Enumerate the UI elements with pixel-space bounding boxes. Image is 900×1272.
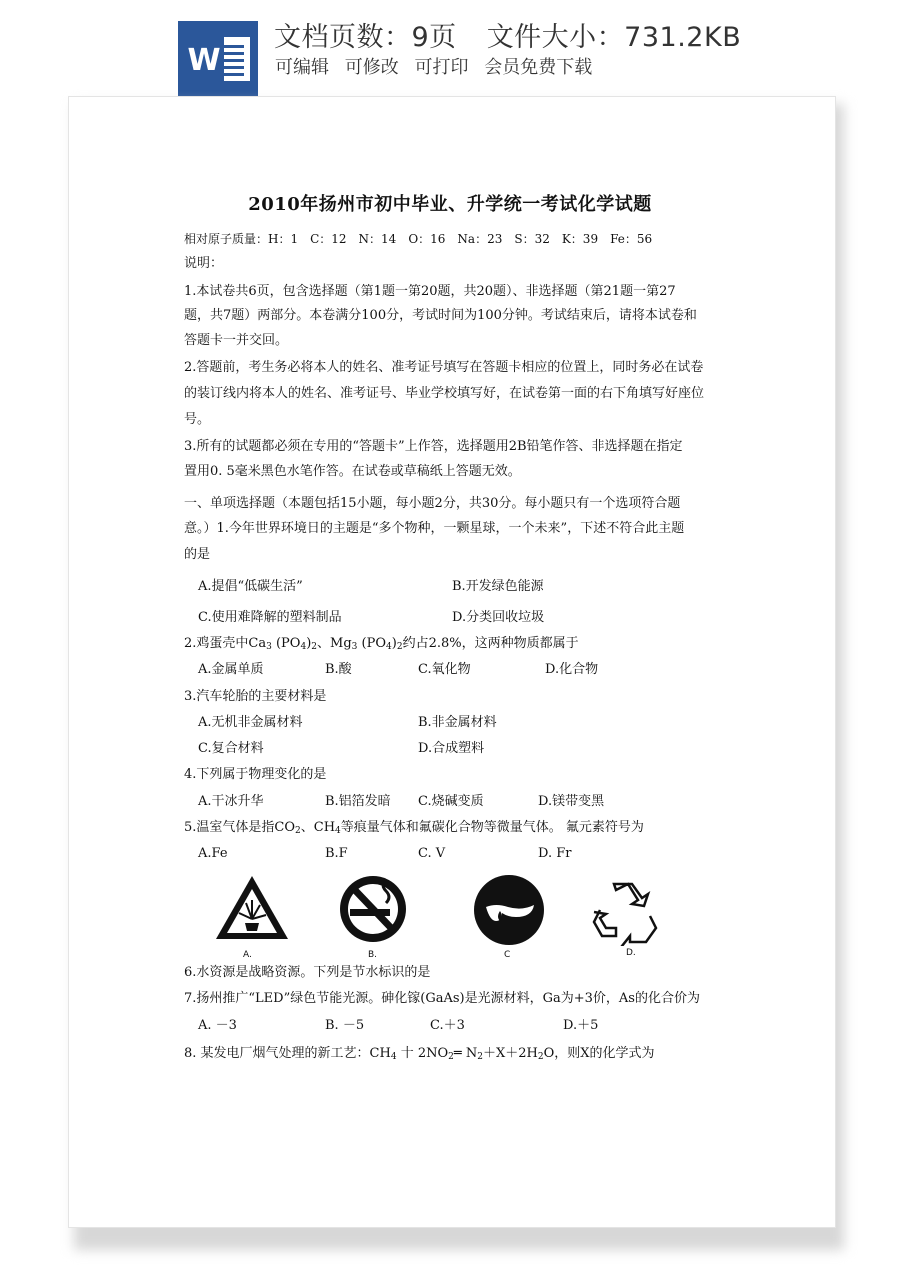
explosive-warning-icon: [213, 873, 291, 943]
word-document-icon: [178, 21, 258, 97]
water-saving-icon: [470, 873, 548, 947]
recycling-icon: [592, 880, 662, 946]
instruction-2-line: 2.答题前，考生务必将本人的姓名、准考证号填写在答题卡相应的位置上，同时务必在试卷: [184, 360, 704, 375]
feature-modifiable: 可修改: [344, 57, 399, 78]
q2-option-d: D.化合物: [545, 662, 599, 677]
q2-option-a: A.金属单质: [198, 662, 264, 677]
q1-option-b: B.开发绿色能源: [452, 579, 544, 594]
section-1-line: 的是: [184, 547, 211, 562]
q5-option-b: B.F: [325, 846, 348, 861]
sign-label-b: B.: [368, 950, 378, 960]
download-header: [0, 0, 900, 100]
feature-list: [275, 55, 602, 81]
q7-option-b: B. －5: [325, 1018, 365, 1033]
q2-option-b: B.酸: [325, 662, 352, 677]
instructions-heading: 说明：: [184, 256, 224, 271]
instruction-3-line: 3.所有的试题都必须在专用的“答题卡”上作答，选择题用2B铅笔作答、非选择题在指定: [184, 439, 683, 454]
instruction-2-line: 的装订线内将本人的姓名、准考证号、毕业学校填写好，在试卷第一面的右下角填写好座位: [184, 386, 705, 401]
q4-option-b: B.铝箔发暗: [325, 794, 391, 809]
instruction-3-line: 置用0. 5毫米黑色水笔作答。在试卷或草稿纸上答题无效。: [184, 464, 521, 479]
q3-option-d: D.合成塑料: [418, 741, 485, 756]
question-6: 6.水资源是战略资源。下列是节水标识的是: [184, 965, 431, 980]
atomic-mass-line: 相对原子质量：H：1 C：12 N：14 O：16 Na：23 S：32 K：39 Fe：56: [184, 232, 653, 246]
q4-option-c: C.烧碱变质: [418, 794, 484, 809]
question-7: 7.扬州推广“LED”绿色节能光源。砷化镓(GaAs)是光源材料，Ga为+3价，As的化合价为: [184, 991, 700, 1006]
sign-label-a: A.: [243, 950, 252, 960]
q3-option-b: B.非金属材料: [418, 715, 497, 730]
question-4: 4.下列属于物理变化的是: [184, 767, 327, 782]
feature-printable: 可打印: [414, 57, 469, 78]
q7-option-d: D.＋5: [563, 1018, 599, 1033]
question-8: 8. 某发电厂烟气处理的新工艺：$CH_4$ 十 $2NO_2═$ $N_2+X+2H_2O$，则X的化学式为: [184, 1046, 655, 1062]
sign-label-c: C: [504, 950, 511, 960]
q7-option-c: C.＋3: [430, 1018, 465, 1033]
q1-option-a: A.提倡“低碳生活”: [198, 579, 303, 594]
sign-label-d: D.: [626, 948, 636, 958]
q4-option-d: D.镁带变黑: [538, 794, 605, 809]
instruction-2-line: 号。: [184, 412, 211, 427]
q7-option-a: A. －3: [198, 1018, 237, 1033]
question-2: 2.鸡蛋壳中$Ca_3$ $(PO_4)_2$、$Mg_3$ $(PO_4)_2$约占2.8%，这两种物质都属于: [184, 636, 579, 652]
instruction-1-line: 题，共7题）两部分。本卷满分100分，考试时间为100分钟。考试结束后，请将本试卷和: [184, 308, 697, 323]
q5-option-d: D. Fr: [538, 846, 572, 861]
q1-option-c: C.使用难降解的塑料制品: [198, 610, 342, 625]
feature-editable: 可编辑: [275, 57, 329, 78]
q2-option-c: C.氧化物: [418, 662, 471, 677]
section-1-line: 一、单项选择题（本题包括15小题，每小题2分，共30分。每小题只有一个选项符合题: [184, 496, 681, 511]
svg-text:W: W: [187, 43, 221, 78]
question-5: 5.温室气体是指$CO_2$、$CH_4$等痕量气体和氟碳化合物等微量气体。 氟元素符号为: [184, 820, 644, 836]
exam-title: 2010年扬州市初中毕业、升学统一考试化学试题: [248, 194, 652, 215]
q1-option-d: D.分类回收垃圾: [452, 610, 545, 625]
file-size: 文件大小：731.2KB: [486, 22, 742, 53]
q5-option-c: C. V: [418, 846, 446, 861]
no-smoking-icon: [336, 873, 410, 945]
instruction-1-line: 答题卡一并交回。: [184, 333, 289, 348]
instruction-1-line: 1.本试卷共6页，包含选择题（第1题一第20题，共20题）、非选择题（第21题一第27: [184, 284, 676, 299]
question-3: 3.汽车轮胎的主要材料是: [184, 689, 327, 704]
section-1-line: 意。）1.今年世界环境日的主题是“多个物种，一颗星球，一个未来”，下述不符合此主题: [184, 521, 685, 536]
q3-option-c: C.复合材料: [198, 741, 264, 756]
page-count: 文档页数：9页: [274, 22, 457, 53]
feature-member-download[interactable]: 会员免费下载: [484, 57, 593, 78]
q3-option-a: A.无机非金属材料: [198, 715, 303, 730]
q5-option-a: A.Fe: [198, 846, 228, 861]
document-stats: [274, 20, 741, 56]
q4-option-a: A.干冰升华: [198, 794, 264, 809]
